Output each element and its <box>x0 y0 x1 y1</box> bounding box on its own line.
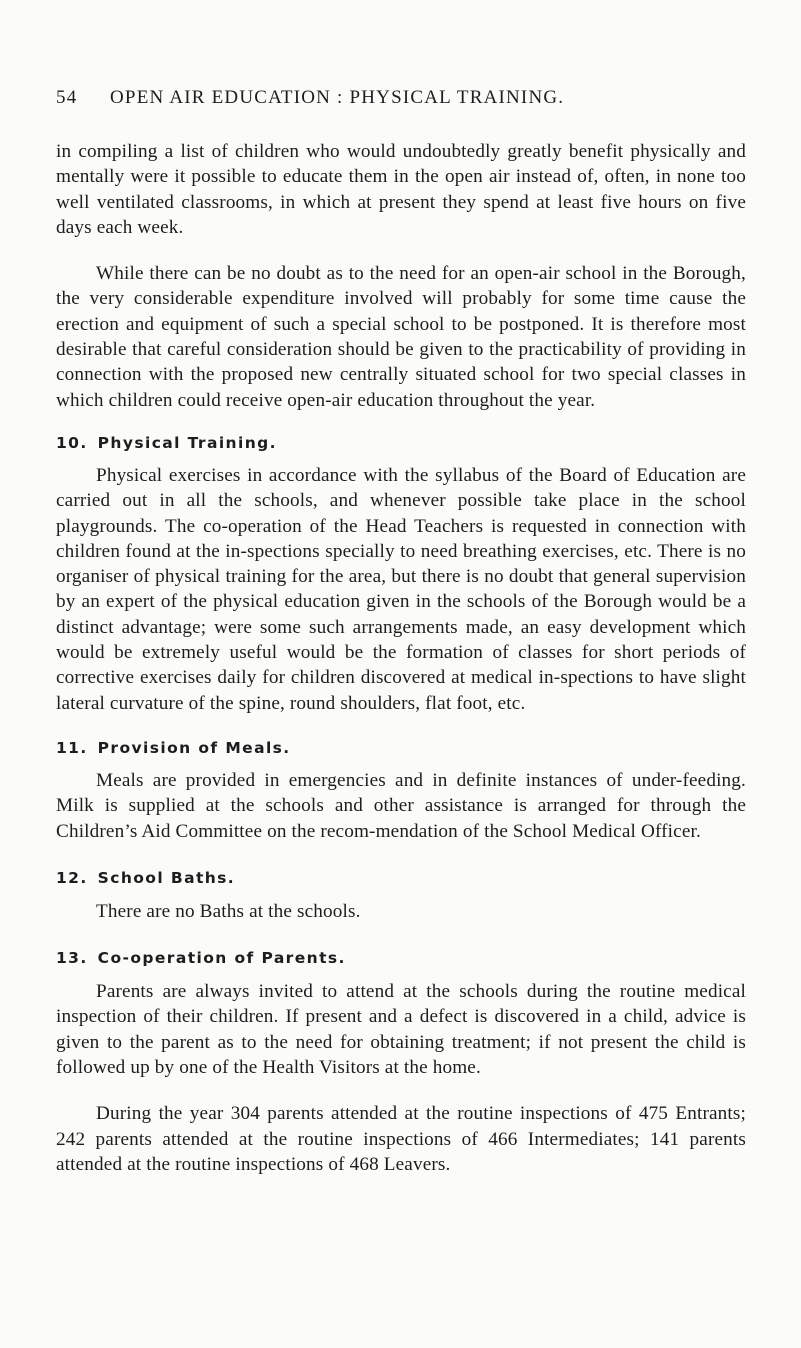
section-number: 10. <box>56 433 88 452</box>
page-number: 54 <box>56 87 78 108</box>
section-title: School Baths. <box>97 868 236 887</box>
paragraph-inspection-attendance: During the year 304 parents attended at the routine inspections of 475 Entrants; 242 parents attended at the routine inspections of 466 Intermediates; 141 parents attended at the routine inspections of 468 Leavers. <box>56 1103 746 1175</box>
paragraph-co-operation-of-parents: Parents are always invited to attend at the schools during the routine medical inspection of their children. If present and a defect is discovered in a child, advice is given to the parent as to the need for obtaining treatment; if not present the child is followed up by one of the Health Visitors at the home. <box>56 981 746 1079</box>
section-heading-provision-of-meals <box>56 738 746 758</box>
paragraph-continuation: in compiling a list of children who would undoubtedly greatly benefit physically and mentally were it possible to educate them in the open air instead of, often, in none too well ventilated classrooms, in which at present they spend at least five hours on five days each week. <box>56 141 746 238</box>
section-number: 11. <box>56 738 88 757</box>
section-number: 12. <box>56 868 88 887</box>
section-title: Co-operation of Parents. <box>97 949 346 968</box>
paragraph-provision-of-meals: Meals are provided in emergencies and in definite instances of under-feeding. Milk is supplied at the schools and other assistance is arranged for through the Children’s Aid Committee on the recom-mendation of the School Medical Officer. <box>56 769 746 842</box>
section-heading-school-baths <box>56 868 746 888</box>
section-heading-physical-training <box>56 433 746 453</box>
section-heading-co-operation-of-parents <box>56 948 746 968</box>
section-title: Provision of Meals. <box>97 738 291 757</box>
running-header <box>56 87 656 109</box>
section-title: Physical Training. <box>97 433 277 452</box>
section-number: 13. <box>56 949 88 968</box>
body-text <box>56 139 746 1177</box>
running-title: OPEN AIR EDUCATION : PHYSICAL TRAINING. <box>110 87 565 108</box>
paragraph-open-air-school: While there can be no doubt as to the need for an open-air school in the Borough, the very considerable expenditure involved will probably for some time cause the erection and equipment of such a special school to be postponed. It is therefore most desirable that careful consideration should be given to the practicability of providing in connection with the proposed new centrally situated school for two special classes in which children could receive open-air education throughout the year. <box>56 263 746 411</box>
paragraph-physical-training: Physical exercises in accordance with the syllabus of the Board of Education are carried out in all the schools, and whenever possible take place in the school playgrounds. The co-operation of the Head Teachers is requested in connection with children found at the in-spections specially to need breathing exercises, etc. There is no organiser of physical training for the area, but there is no doubt that general supervision by an expert of the physical education given in the schools of the Borough would be a distinct advantage; were some such arrangements made, an easy development which would be extremely useful would be the formation of classes for short periods of corrective exercises daily for children discovered at medical in-spections to have slight lateral curvature of the spine, round shoulders, flat foot, etc. <box>56 464 746 714</box>
paragraph-school-baths: There are no Baths at the schools. <box>96 900 361 922</box>
